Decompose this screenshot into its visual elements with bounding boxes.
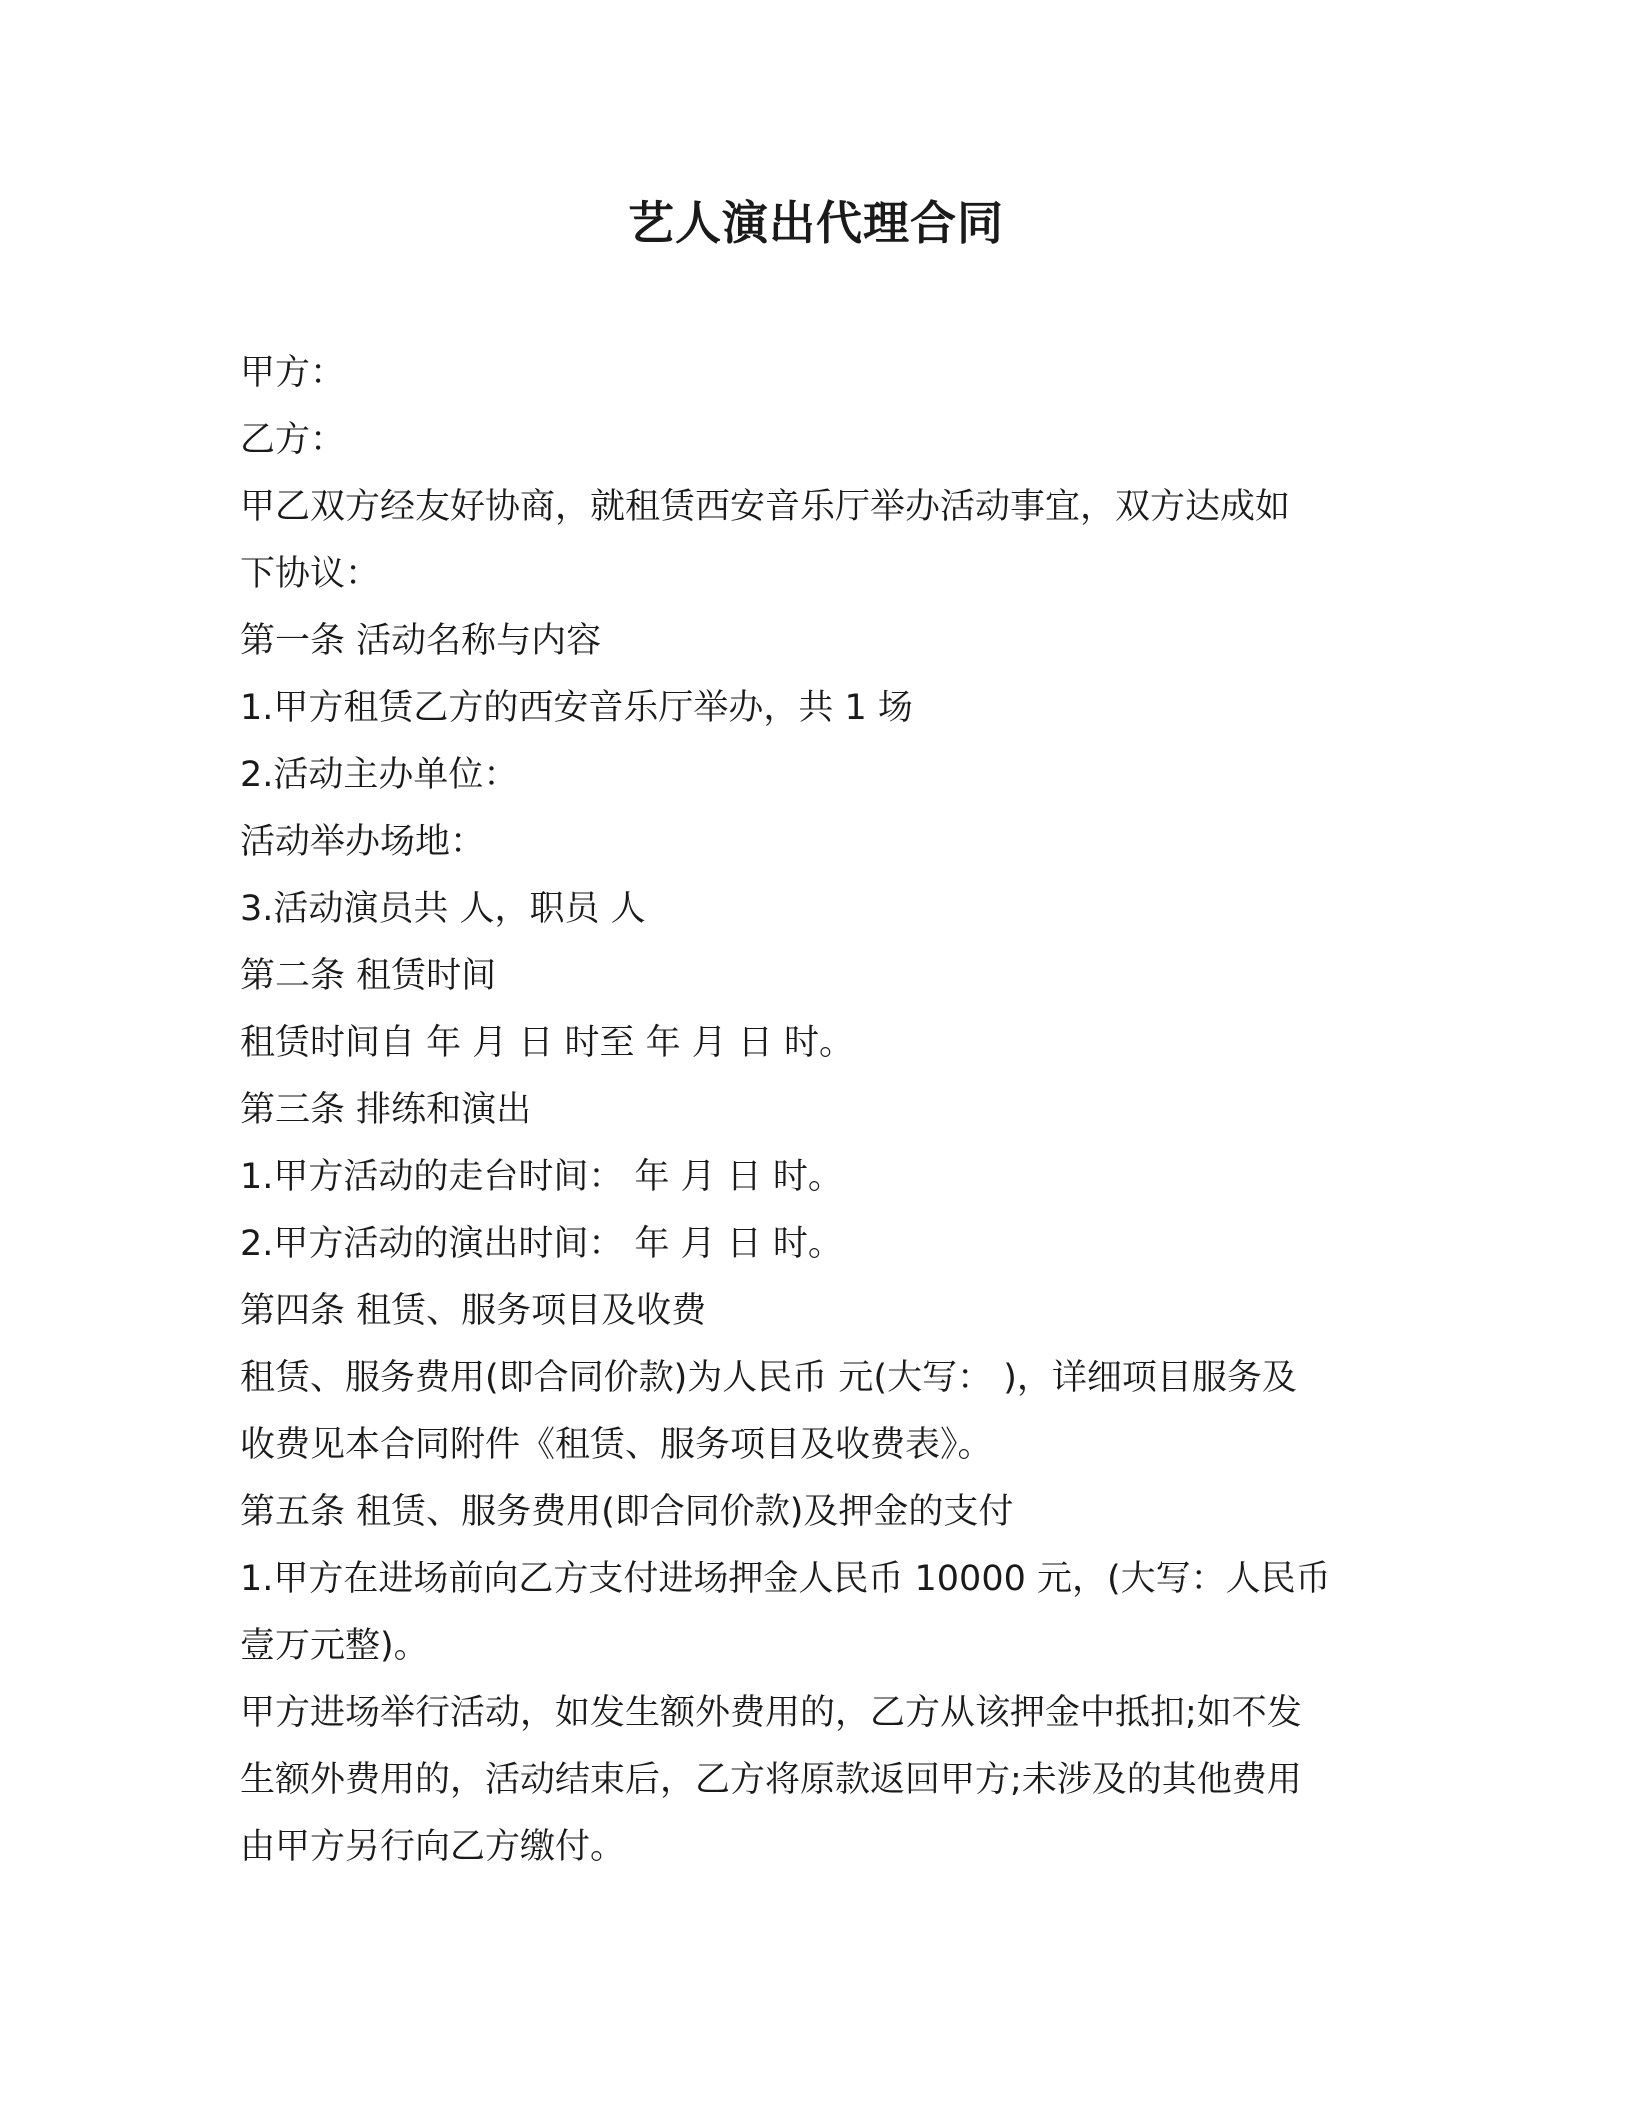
clause-line: 活动举办场地： [240,822,486,862]
clause-line: 2.甲方活动的演出时间： 年 月 日 时。 [240,1224,843,1264]
preamble-line: 下协议： [240,554,381,594]
clause-line: 3.活动演员共 人，职员 人 [240,889,646,929]
article-heading: 第一条 活动名称与内容 [240,621,602,661]
clause-line: 租赁时间自 年 月 日 时至 年 月 日 时。 [240,1023,855,1063]
clause-line: 1.甲方活动的走台时间： 年 月 日 时。 [240,1157,843,1197]
preamble-line: 甲乙双方经友好协商，就租赁西安音乐厅举办活动事宜，双方达成如 [240,487,1291,527]
clause-line: 1.甲方在进场前向乙方支付进场押金人民币 10000 元，(大写：人民币 [240,1559,1331,1599]
article-heading: 第二条 租赁时间 [240,956,497,996]
party-b-line: 乙方： [240,420,346,460]
article-heading: 第三条 排练和演出 [240,1090,532,1130]
clause-line: 收费见本合同附件《租赁、服务项目及收费表》。 [240,1425,993,1465]
party-a-line: 甲方： [240,353,346,393]
article-heading: 第五条 租赁、服务费用(即合同价款)及押金的支付 [240,1492,1014,1532]
clause-line: 甲方进场举行活动，如发生额外费用的，乙方从该押金中抵扣;如不发 [240,1693,1302,1733]
article-heading: 第四条 租赁、服务项目及收费 [240,1291,707,1331]
clause-line: 2.活动主办单位： [240,755,519,795]
document-title: 艺人演出代理合同 [628,196,1004,250]
clause-line: 壹万元整)。 [240,1626,429,1666]
clause-line: 租赁、服务费用(即合同价款)为人民币 元(大写： )，详细项目服务及 [240,1358,1297,1398]
clause-line: 1.甲方租赁乙方的西安音乐厅举办，共 1 场 [240,688,913,728]
clause-line: 由甲方另行向乙方缴付。 [240,1827,626,1867]
document-body [240,340,1390,1881]
clause-line: 生额外费用的，活动结束后，乙方将原款返回甲方;未涉及的其他费用 [240,1760,1302,1800]
